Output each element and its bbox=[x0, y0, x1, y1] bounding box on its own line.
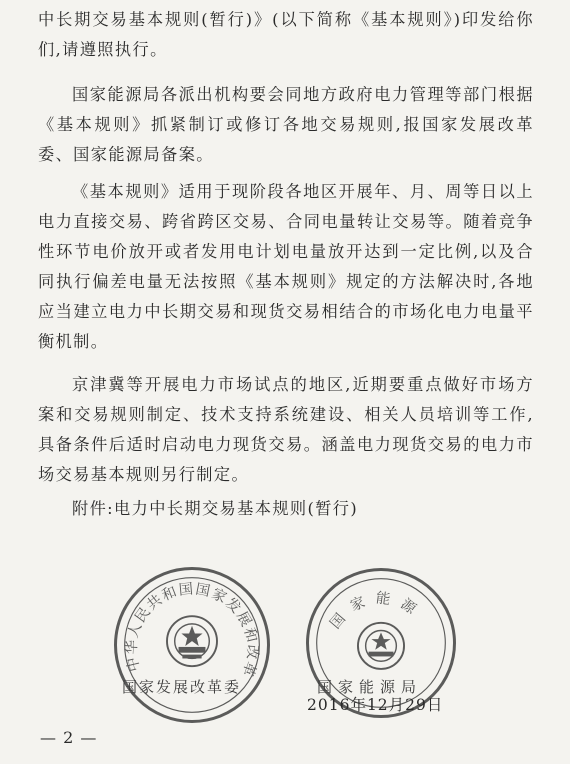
svg-text:国家能源局 bbox=[297, 558, 427, 632]
paragraph-2: 国家能源局各派出机构要会同地方政府电力管理等部门根据《基本规则》抓紧制订或修订各地交易规则,报国家发展改革委、国家能源局备案。 bbox=[38, 85, 534, 164]
national-emblem-icon bbox=[358, 623, 404, 669]
attachment-line: 附件:电力中长期交易基本规则(暂行) bbox=[72, 499, 359, 518]
nea-seal-label: 国家能源局 bbox=[317, 678, 423, 696]
national-emblem-icon bbox=[167, 616, 217, 666]
page-number: — 2 — bbox=[40, 728, 98, 747]
ndrc-seal bbox=[109, 558, 270, 723]
nea-seal-ring-text: 国家能源局 bbox=[297, 559, 427, 633]
ndrc-seal-label: 国家发展改革委 bbox=[122, 678, 242, 696]
paragraph-1: 中长期交易基本规则(暂行)》(以下简称《基本规则》)印发给你们,请遵照执行。 bbox=[38, 10, 534, 59]
ndrc-seal-graphic bbox=[109, 558, 267, 720]
issue-date: 2016年12月29日 bbox=[307, 696, 444, 714]
paragraph-4: 京津冀等开展电力市场试点的地区,近期要重点做好市场方案和交易规则制定、技术支持系统建设、相关人员培训等工作,具备条件后适时启动电力现货交易。涵盖电力现货交易的电力市场交易基本规则另行制定。 bbox=[38, 375, 534, 484]
ndrc-seal-ring-text: 中华人民共和国国家发展和改革委员会 bbox=[109, 558, 261, 680]
paragraph-3: 《基本规则》适用于现阶段各地区开展年、月、周等日以上电力直接交易、跨省跨区交易、合同电量转让交易等。随着竞争性环节电价放开或者发用电计划电量放开达到一定比例,以及合同执行偏差电量无法按照《基本规则》规定的方法解决时,各地应当建立电力中长期交易和现货交易相结合的市场化电力电量平衡机制。 bbox=[38, 182, 534, 351]
svg-text:中华人民共和国国家发展和改革委员会 bbox=[109, 557, 261, 680]
